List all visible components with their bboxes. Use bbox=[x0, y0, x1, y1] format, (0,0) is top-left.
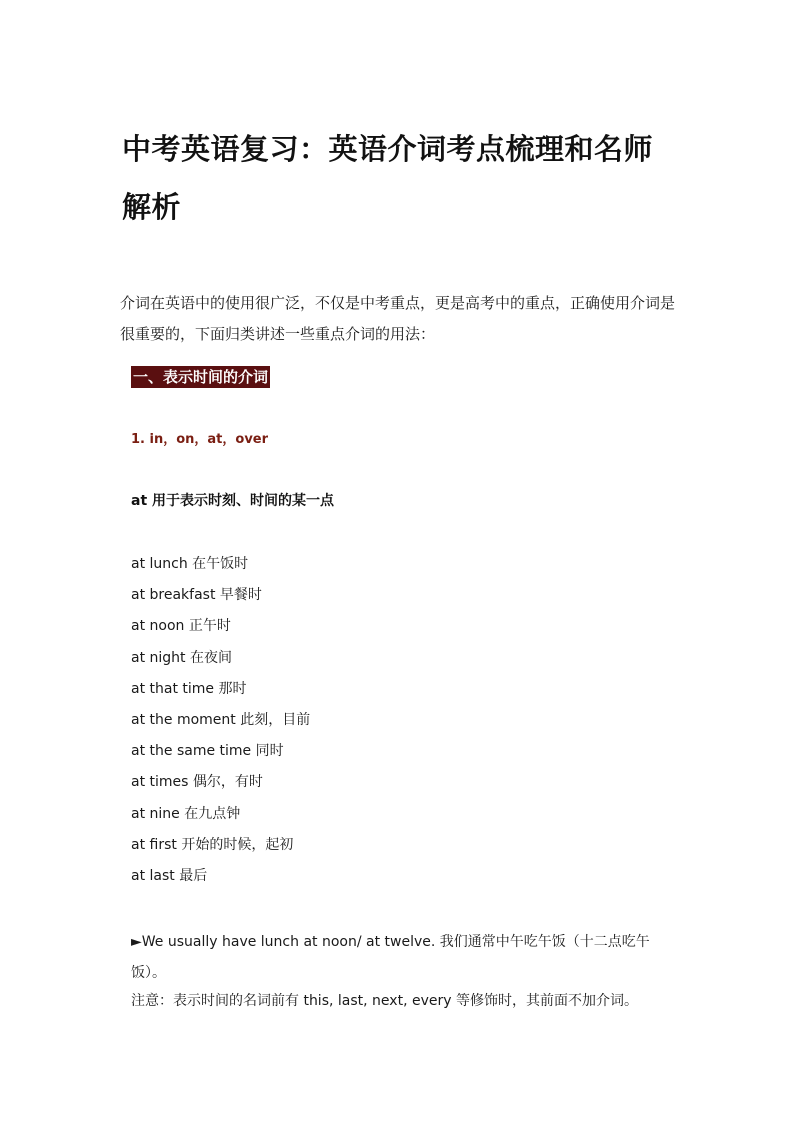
page-title: 中考英语复习：英语介词考点梳理和名师解析 bbox=[122, 132, 654, 224]
list-item: at first 开始的时候，起初 bbox=[131, 836, 294, 853]
subheading-prepositions: 1. in，on，at，over bbox=[131, 432, 269, 447]
list-item: at nine 在九点钟 bbox=[131, 805, 241, 822]
subheading-at-usage: at 用于表示时刻、时间的某一点 bbox=[131, 493, 335, 509]
list-item: at breakfast 早餐时 bbox=[131, 587, 262, 604]
list-item: at the moment 此刻，目前 bbox=[131, 711, 311, 728]
list-item: at noon 正午时 bbox=[131, 618, 231, 635]
list-item: at times 偶尔，有时 bbox=[131, 774, 263, 791]
intro-paragraph: 介词在英语中的使用很广泛，不仅是中考重点，更是高考中的重点，正确使用介词是很重要的，下面归类讲述一些重点介词的用法： bbox=[120, 294, 676, 343]
section-heading: 一、表示时间的介词 bbox=[133, 368, 269, 386]
phrase-list bbox=[131, 552, 310, 895]
list-item: at night 在夜间 bbox=[131, 649, 232, 666]
list-item: at the same time 同时 bbox=[131, 743, 284, 760]
usage-note: 注意：表示时间的名词前有 this, last, next, every 等修饰时，其前面不加介词。 bbox=[131, 993, 638, 1009]
example-sentence: ►We usually have lunch at noon/ at twelve. 我们通常中午吃午饭（十二点吃午饭）。 bbox=[131, 934, 650, 981]
list-item: at lunch 在午饭时 bbox=[131, 556, 249, 572]
list-item: at last 最后 bbox=[131, 867, 208, 884]
list-item: at that time 那时 bbox=[131, 680, 247, 697]
